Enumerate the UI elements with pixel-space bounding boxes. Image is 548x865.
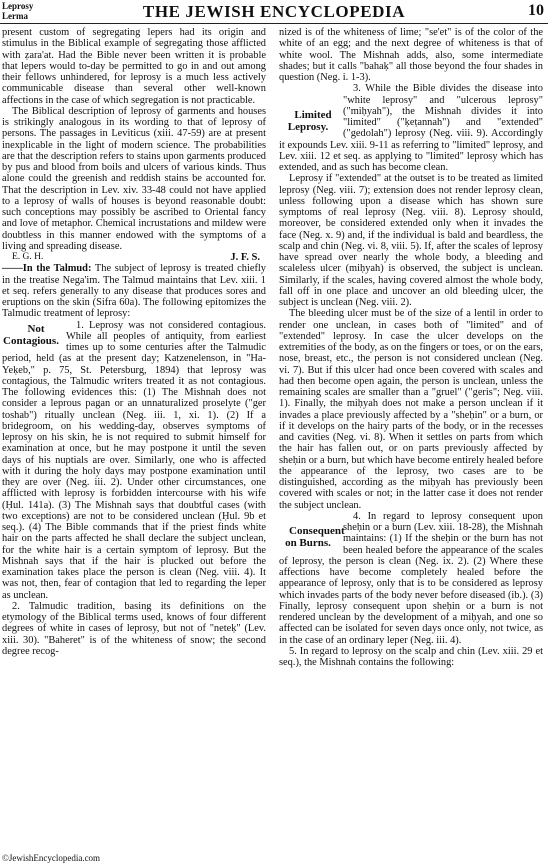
right-column bbox=[279, 27, 543, 668]
paragraph-item-1 bbox=[2, 320, 266, 601]
left-column bbox=[2, 27, 266, 657]
talmud-section-heading: ——In the Talmud: bbox=[2, 263, 92, 275]
running-head-first: Leprosy bbox=[2, 1, 34, 11]
paragraph-talmud-intro bbox=[2, 263, 266, 319]
paragraph-degrees-continued: nized is of the whiteness of lime; "se'et" is of the color of the white of an egg; and the next degree of whiteness is that of white wool. The Mishnah adds, also, some intermediate shades; but it calls "bahaḳ" all those beyond the four shades in question (Neg. i. 1-3). bbox=[279, 27, 543, 83]
signature-author: J. F. S. bbox=[230, 252, 260, 263]
page-title: THE JEWISH ENCYCLOPEDIA bbox=[142, 2, 406, 21]
item-3-text: 3. While the Bible divides the disease into "white leprosy" and "ulcerous leprosy" ("miḥyah"), the Mishnah divides it into "limited" ("ḳeṭannah") and "extended" ("gedolah") leprosy (Neg. viii. 9). Accordingly it expounds Lev. xiii. 9-11 as referring to "limited" leprosy, and Lev. xiii. 12 et seq. as applying to "limited" leprosy which has extended, and as such has become clean. bbox=[279, 83, 543, 173]
item-4-text: 4. In regard to leprosy consequent upon sheḥin or a burn (Lev. xiii. 18-28), the Mishnah maintains: (1) If the sheḥin or the burn has not been healed before the appearance of the scales of leprosy, the person is clean (Neg. ix. 2). (2) Where these affections have become completely healed before the appearance of leprosy, only that is to be considered as leprosy which invades parts of the body never before diseased (ib.). (3) Finally, leprosy consequent upon sheḥin or a burn is not rendered unclean by the development of a miḥyah, and one so affected can be isolated for seven days once only, not twice, as in the case of an ordinary leper (Neg. iii. 4). bbox=[279, 510, 543, 646]
item-1-text: 1. Leprosy was not considered contagious. While all peoples of antiquity, from earliest times up to some centuries after the Talmudic period, held (as at the present day; Katzenelenson, in "Ha-Yeḳeb," p. 75, St. Petersburg, 1894) that leprosy was contagious, the Talmudic writers treated it as not contagious. The following evidences this: (1) The Mishnah does not consider a leprous pagan or an unnaturalized proselyte ("ger toshab") ritually unclean (Neg. iii. 1, xi. 1). (2) If a bridegroom, on his wedding-day, observes symptoms of leprosy on his skin, he is not required to submit himself for examination at once, but he may postpone it until the seven days of his nuptials are over. Similarly, one who is affected with it during the holy days may postpone examination until they are over (Neg. iii. 2). Under other circumstances, one afflicted with leprosy is forbidden intercourse with his wife (Ḥul. 141a). (3) The Mishnah says that doubtful cases (with two exceptions) are not to be considered unclean (Ḥul. 9b et seq.). (4) The Bible commands that if the priest finds white hair on the parts affected he shall declare the subject unclean, for the white hair is a certain symptom of leprosy. But the Mishnah says that if the hair is plucked out before the examination takes place the person is clean (Neg. viii. 4). It was not, then, fear of contagion that led to regarding the leper as unclean. bbox=[2, 319, 266, 601]
header-rule bbox=[0, 23, 548, 24]
paragraph-item-4 bbox=[279, 511, 543, 646]
running-head-last: Lerma bbox=[2, 11, 28, 21]
article-signature bbox=[12, 252, 260, 263]
paragraph-bleeding-ulcer: The bleeding ulcer must be of the size of a lentil in order to render one unclean, in cases both of "limited" and of "extended" leprosy. In case the ulcer develops on the extremities of the body, as on the fingers or toes, or on the ears, nose, breast, etc., the person is not considered unclean (Neg. vi. 7). But if this ulcer had once been covered with scales and had then become open again, the person is unclean, unless the remaining scales are smaller than a "gruel" ("geris"; Neg. viii. 1). Finally, the miḥyah does not make a person unclean if it invades a place previously affected by a "sheḥin" or a burn, or if it develops on the hairy parts of the body, or in the recesses and cavities (Neg. vi. 8). When it settles on parts from which the hair has fallen out, or on parts previously affected by sheḥin or a burn, but which have become entirely healed before the appearance of the leprosy, two cases are to be distinguished, according as the miḥyah has previously been covered with scales or not; in the latter case it does not render the subject unclean. bbox=[279, 308, 543, 511]
copyright-link[interactable]: ©JewishEncyclopedia.com bbox=[2, 853, 101, 863]
paragraph-item-2: 2. Talmudic tradition, basing its definitions on the etymology of the Biblical terms used, knows of four different degrees of white in cases of leprosy, but not of "neteḳ" (Lev. xiii. 30). "Baheret" is of the whiteness of snow; the second degree recog- bbox=[2, 600, 266, 657]
sidenote-consequent-on-burns: Consequent on Burns. bbox=[285, 524, 345, 549]
sidenote-limited-leprosy: Limited Leprosy. bbox=[287, 109, 332, 134]
sidenote-not-contagious: Not Contagious. bbox=[3, 322, 59, 347]
paragraph-garments-houses: The Biblical description of leprosy of garments and houses is strikingly analogous in its wording to that of leprosy of persons. The passages in Leviticus (xiii. 47-59) are at present inexplicable in the light of modern science. The probabilities are that the description refers to stains upon garments produced by pus and blood from boils and ulcers of various kinds. Thus alone could the greenish and reddish stains be accounted for. That the description in Lev. xiv. 33-48 could not have applied to a leprosy of walls of houses is beyond reasonable doubt: such conceptions may possibly be ascribed to Oriental fancy and love of metaphor. Chemical incrustations and mildew were doubtless in this manner endowed with the symptoms of a living and spreading disease. bbox=[2, 105, 266, 252]
paragraph-item-3 bbox=[279, 83, 543, 173]
page-number: 10 bbox=[528, 2, 544, 19]
page-header bbox=[0, 0, 548, 24]
paragraph-extended-leprosy: Leprosy if "extended" at the outset is to be treated as limited leprosy (Neg. viii. 7); extension does not render leprosy clean, unless following upon a disease which has shown sure symptoms of real leprosy (Neg. viii. 8). Leprosy should, moreover, be considered extended only when it invades the face (Neg. x. 9) and, if the individual is bald and beardless, the scalp and chin (Neg. vi. 8, viii. 5). If, after the scales of leprosy have spread over nearly the whole body, a bleeding and scaleless ulcer (miḥyah) is observed, the subject is unclean. Similarly, if the scales, having covered almost the whole body, fall off in one place and uncover an old bleeding ulcer, the subject is unclean (Neg. viii. 2). bbox=[279, 173, 543, 308]
paragraph-segregation: present custom of segregating lepers had its origin and stimulus in the Biblical example of segregating those afflicted with ẓara'at. Had the Bible never been written it is probable that lepers would to-day be permitted to go in and out among their fellows unhindered, for leprosy is a much less actively communicable disease than several other well-known affections in the case of which segregation is not practicable. bbox=[2, 27, 266, 106]
paragraph-item-5: 5. In regard to leprosy on the scalp and chin (Lev. xiii. 29 et seq.), the Mishnah contains the following: bbox=[279, 645, 543, 668]
signature-category: E. G. H. bbox=[12, 252, 44, 262]
talmud-intro-text: The subject of leprosy is treated chiefly in the treatise Nega'im. The Talmud maintains that Lev. xiii. 1 et seq. refers generally to any disease that produces sores and eruptions on the skin (Sifra 60a). The following epitomizes the Talmudic treatment of leprosy: bbox=[2, 263, 266, 320]
